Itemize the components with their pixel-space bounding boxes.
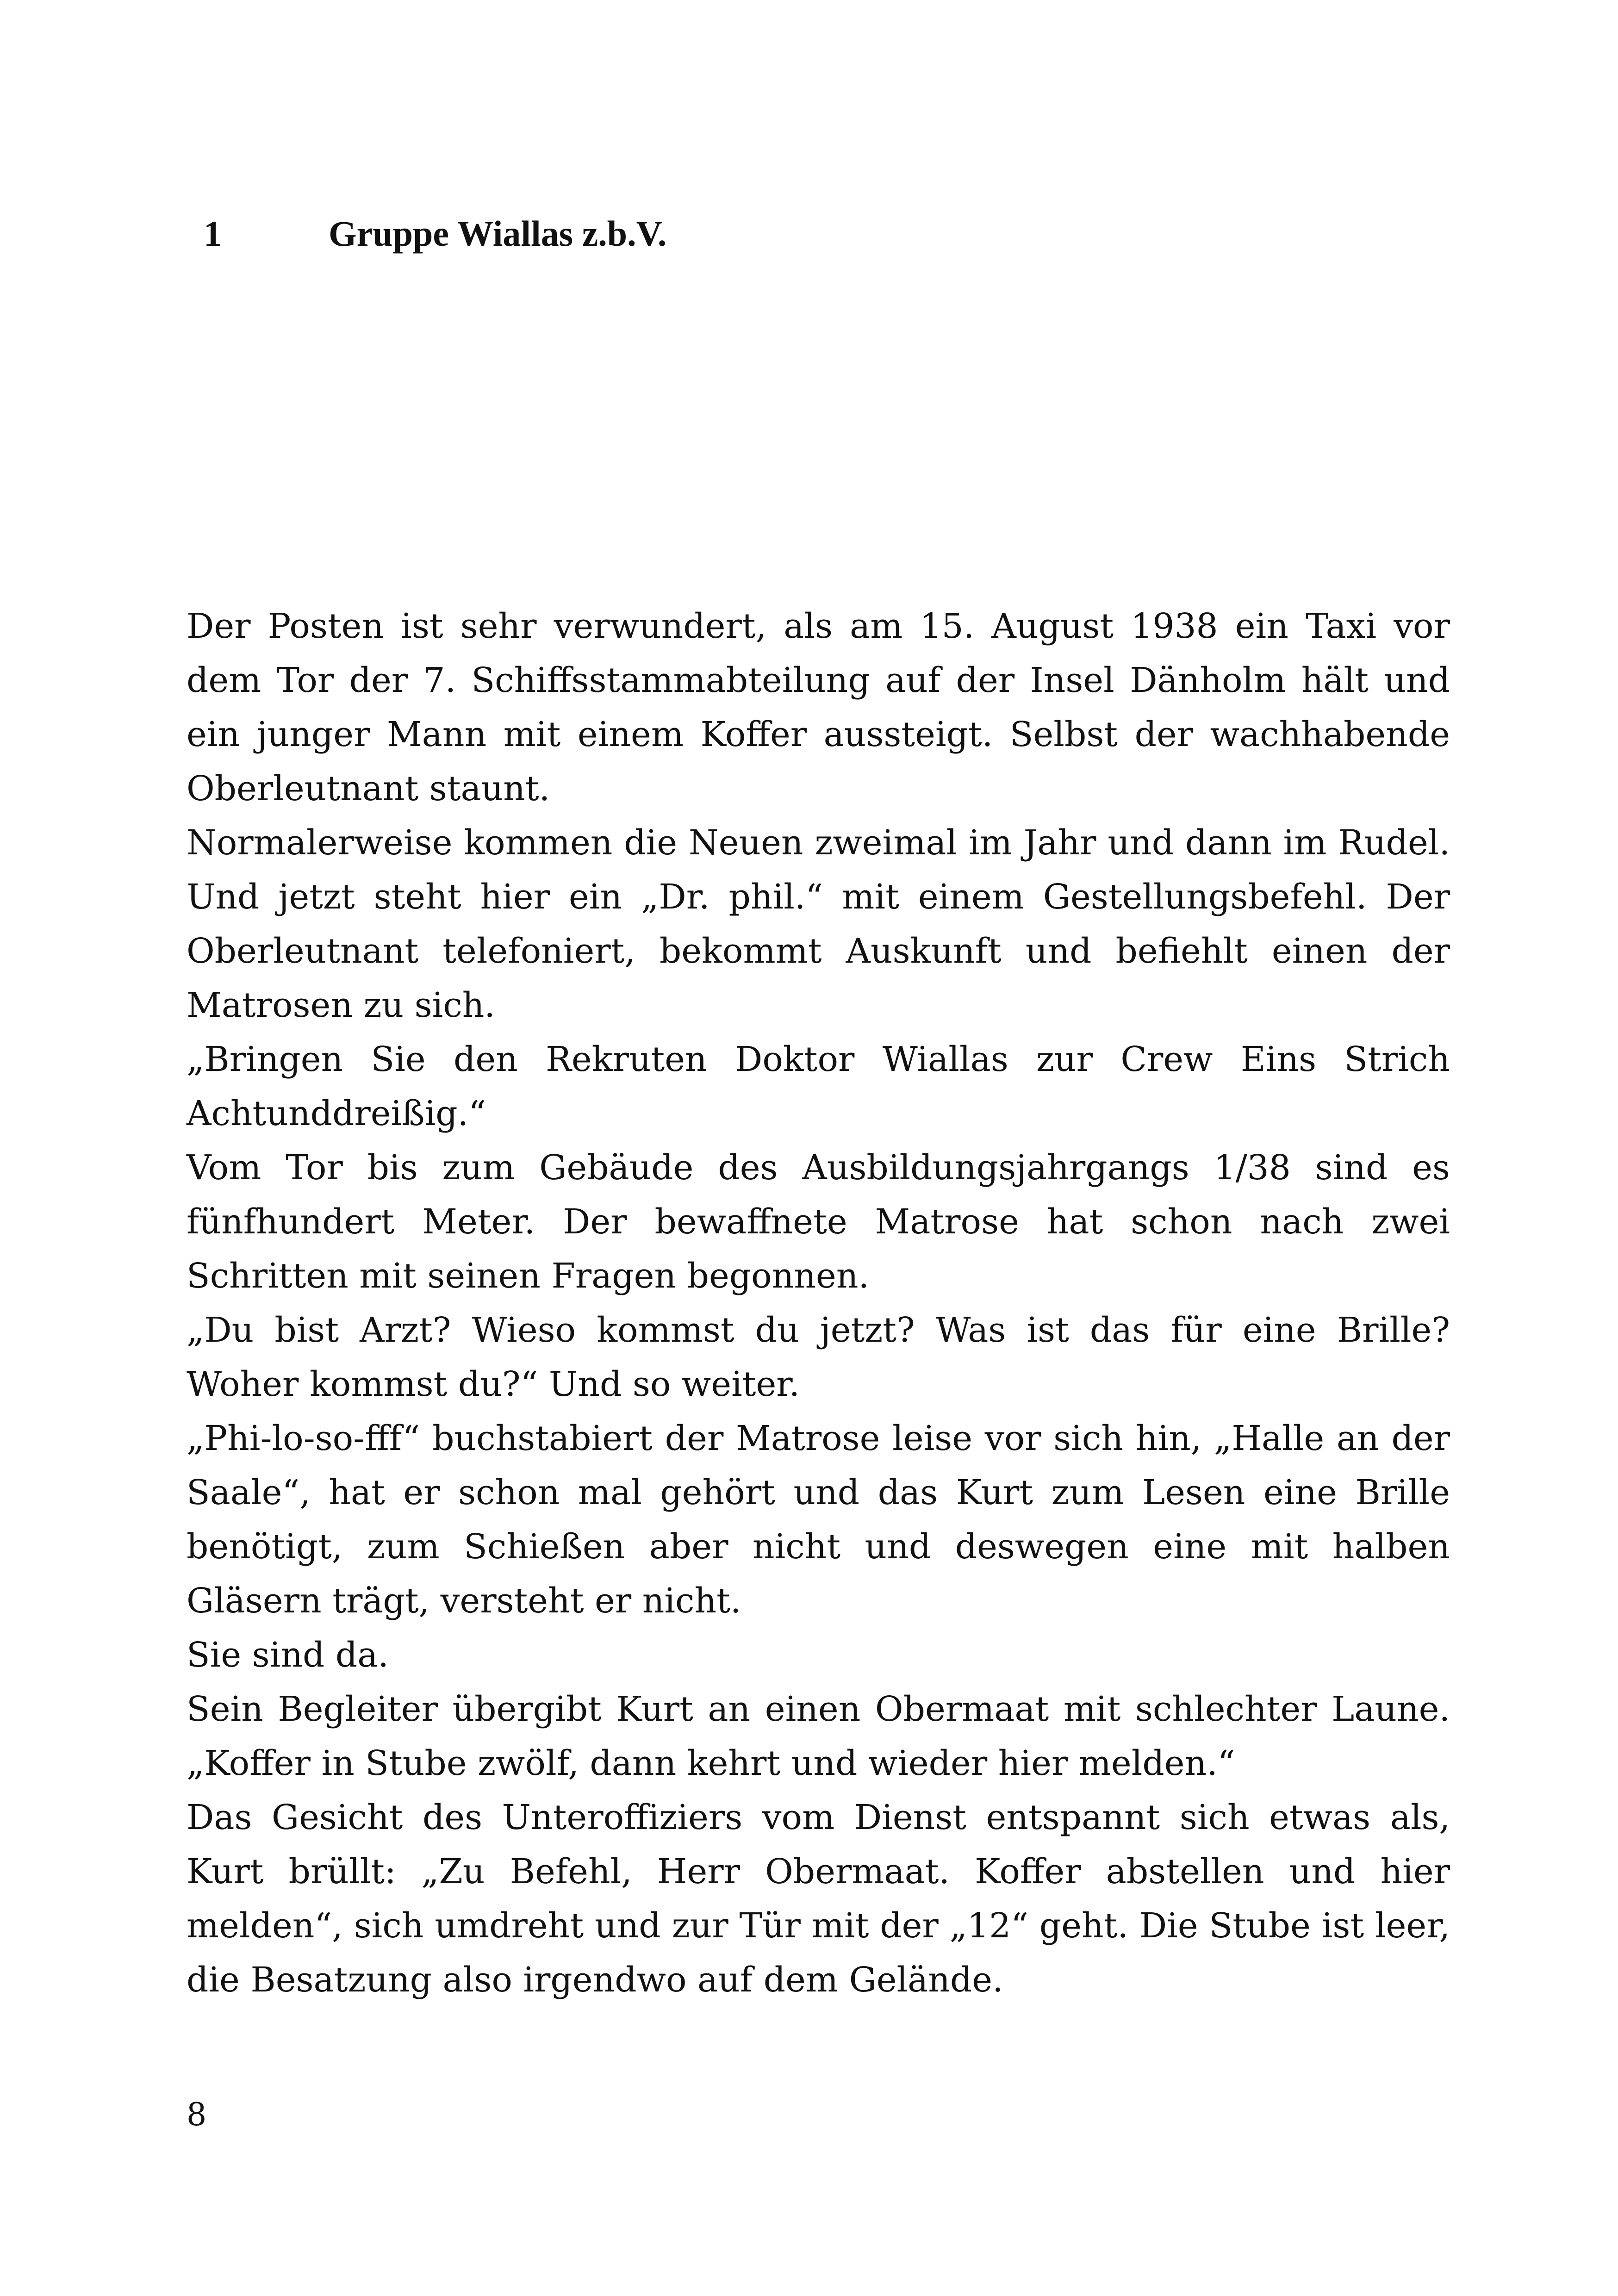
chapter-heading: [204, 211, 666, 257]
paragraph: „Bringen Sie den Rekruten Doktor Wiallas zur Crew Eins Strich Achtunddreißig.“: [187, 1039, 1450, 1133]
paragraph: „Du bist Arzt? Wieso kommst du jetzt? Was ist das für eine Brille? Woher kommst du?“ Und so weiter.: [187, 1310, 1450, 1404]
paragraph: Der Posten ist sehr verwundert, als am 15. August 1938 ein Taxi vor dem Tor der 7. Schiffsstammabteilung auf der Insel Dänholm hält und ein junger Mann mit einem Koffer aussteigt. Selbst der wachhabende Oberleutnant staunt.: [187, 606, 1450, 809]
chapter-title: Gruppe Wiallas z.b.V.: [329, 213, 667, 254]
paragraph: Das Gesicht des Unteroffiziers vom Dienst entspannt sich etwas als, Kurt brüllt: „Zu Befehl, Herr Obermaat. Koffer abstellen und hier melden“, sich umdreht und zur Tür mit der „12“ geht. Die Stube ist leer, die Besatzung also irgendwo auf dem Gelände.: [187, 1798, 1450, 2000]
body-text: [187, 599, 1450, 2007]
page-number: 8: [187, 2097, 207, 2133]
paragraph: Normalerweise kommen die Neuen zweimal im Jahr und dann im Rudel. Und jetzt steht hier ein „Dr. phil.“ mit einem Gestellungsbefehl. Der Oberleutnant telefoniert, bekommt Auskunft und befiehlt einen der Matrosen zu sich.: [187, 823, 1450, 1025]
paragraph: Sie sind da.: [187, 1635, 389, 1675]
paragraph: „Phi-lo-so-fff“ buchstabiert der Matrose leise vor sich hin, „Halle an der Saale“, hat er schon mal gehört und das Kurt zum Lesen eine Brille benötigt, zum Schießen aber nicht und deswegen eine mit halben Gläsern trägt, versteht er nicht.: [187, 1419, 1450, 1621]
paragraph: Vom Tor bis zum Gebäude des Ausbildungsjahrgangs 1/38 sind es fünfhundert Meter. Der bewaffnete Matrose hat schon nach zwei Schritten mit seinen Fragen begonnen.: [187, 1148, 1450, 1296]
paragraph: Sein Begleiter übergibt Kurt an einen Obermaat mit schlechter Laune. „Koffer in Stube zwölf, dann kehrt und wieder hier melden.“: [187, 1689, 1450, 1783]
chapter-number: 1: [204, 213, 222, 254]
